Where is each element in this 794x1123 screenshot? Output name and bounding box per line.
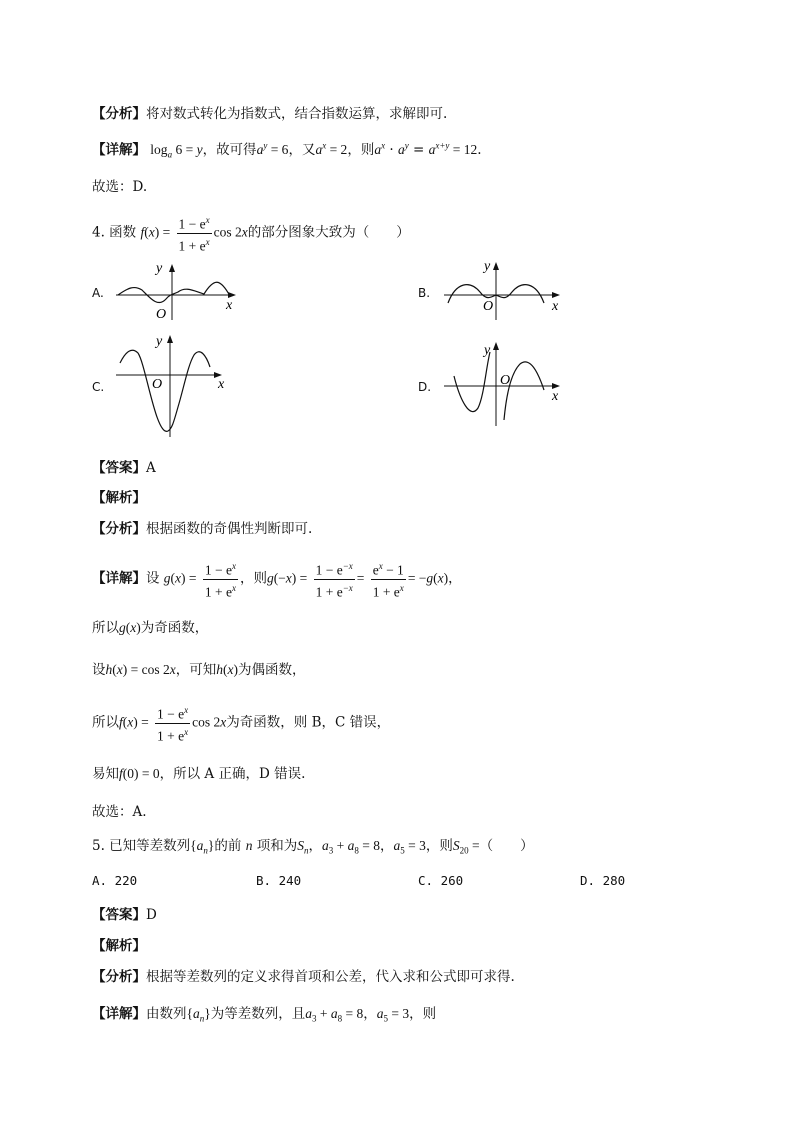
q4-stem: 4. 函数 f(x) = $\frac{1 - e^x}{1 + e^x}$ cos 2x的部分图象大致为（ ） (92, 212, 410, 254)
q4-answer: A (146, 460, 156, 476)
q3-conclusion: 故选：D. (92, 179, 148, 195)
q4-answer-line (92, 456, 156, 476)
q4-option-a-letter: A. (92, 286, 104, 300)
q5-option-d: D. 280 (580, 873, 626, 888)
q5-option-b: B. 240 (256, 873, 302, 888)
axis-y-label: y (156, 334, 163, 349)
axis-y-label: y (484, 343, 491, 358)
answer-tag: 【答案】 (92, 460, 146, 476)
q4-detail-line: 【详解】设 g(x) = $\frac{1 - e^x}{1 + e^x}$ ，则g(−x) = $\frac{1 - e^{-x}}{1 + e^{-x}}$ = $\frac{e^x - 1}{1 + e^x}$ = −g(x)， (92, 558, 462, 600)
q4-option-c-letter: C. (92, 380, 105, 394)
q3-expr-ay: $a^y$ (256, 140, 268, 157)
q4-f-odd-line: 所以f(x) = $\frac{1 - e^x}{1 + e^x}$ cos 2x为奇函数，则 B，C 错误， (92, 702, 390, 744)
axis-y-label: y (484, 259, 491, 274)
q4-fraction: $\frac{1 - e^x}{1 + e^x}$ (177, 212, 212, 254)
q5-answer-line: 【答案】D (92, 907, 157, 923)
axis-x-label: x (552, 299, 559, 314)
q5-jiexi-tag: 【解析】 (92, 938, 146, 954)
q5-option-c: C. 260 (418, 873, 464, 888)
origin-label: O (483, 299, 494, 314)
q4-stem-suffix: 的部分图象大致为（ ） (247, 224, 410, 241)
axis-x-label: x (552, 389, 559, 404)
axis-x-label: x (218, 377, 225, 392)
analysis-tag: 【分析】 (92, 106, 146, 122)
q3-detail-mid2: 又 (301, 142, 316, 158)
origin-label: O (500, 373, 511, 388)
q4-g-odd-line: 所以g(x)为奇函数， (92, 620, 209, 636)
q5-analysis-line: 【分析】根据等差数列的定义求得首项和公差，代入求和公式即可求得. (92, 969, 515, 985)
origin-label: O (152, 377, 163, 392)
q4-graph-c (112, 325, 252, 440)
q5-answer: D (146, 907, 157, 923)
q5-detail-line: 【详解】由数列$\{a_n\}$为等差数列，且$a_3 + a_8 = 8$，$a_5 = 3$，则 (92, 1006, 437, 1024)
q5-option-a: A. 220 (92, 873, 138, 888)
q4-graph-a (112, 258, 252, 324)
q4-analysis-line: 【分析】根据函数的奇偶性判断即可. (92, 521, 313, 537)
q4-option-d-letter: D. (418, 380, 432, 394)
q3-analysis-text: 将对数式转化为指数式，结合指数运算，求解即可. (146, 106, 448, 122)
q5-stem: 5. 已知等差数列$\{a_n\}$的前 n 项和为$S_n$，$a_3 + a_8 = 8$，$a_5 = 3$，则$S_{20}$ =（ ） (92, 838, 534, 856)
q4-graph-d (440, 338, 580, 430)
q4-analysis-text: 根据函数的奇偶性判断即可. (146, 521, 313, 537)
q4-option-b-letter: B. (418, 286, 431, 300)
origin-label: O (156, 307, 167, 322)
q4-conclusion: 故选：A. (92, 804, 147, 820)
q3-analysis-line (92, 102, 447, 122)
axis-x-label: x (226, 298, 233, 313)
q3-detail-mid1: 故可得 (216, 142, 257, 158)
q5-analysis-text: 根据等差数列的定义求得首项和公差，代入求和公式即可求得. (146, 969, 515, 985)
axis-y-label: y (156, 261, 163, 276)
q4-graph-b (440, 258, 580, 324)
detail-tag: 【详解】 (92, 142, 146, 158)
q4-jiexi-tag: 【解析】 (92, 490, 146, 506)
q3-detail-line: 【详解】 $\log_a 6 = y$，故可得$a^y = 6$，又$a^x = 2$，则$a^x \cdot a^y = a^{x+y} = 12$. (92, 140, 482, 160)
q3-log-expr: $\log_a 6 = y$ (150, 142, 203, 160)
q4-easy-line: 易知f(0) = 0，所以 A 正确，D 错误. (92, 766, 306, 782)
q4-stem-prefix: 4. 函数 (92, 224, 137, 241)
q4-h-even-line: 设h(x) = cos 2x，可知h(x)为偶函数， (92, 662, 306, 678)
q3-detail-mid3: 则 (360, 142, 375, 158)
